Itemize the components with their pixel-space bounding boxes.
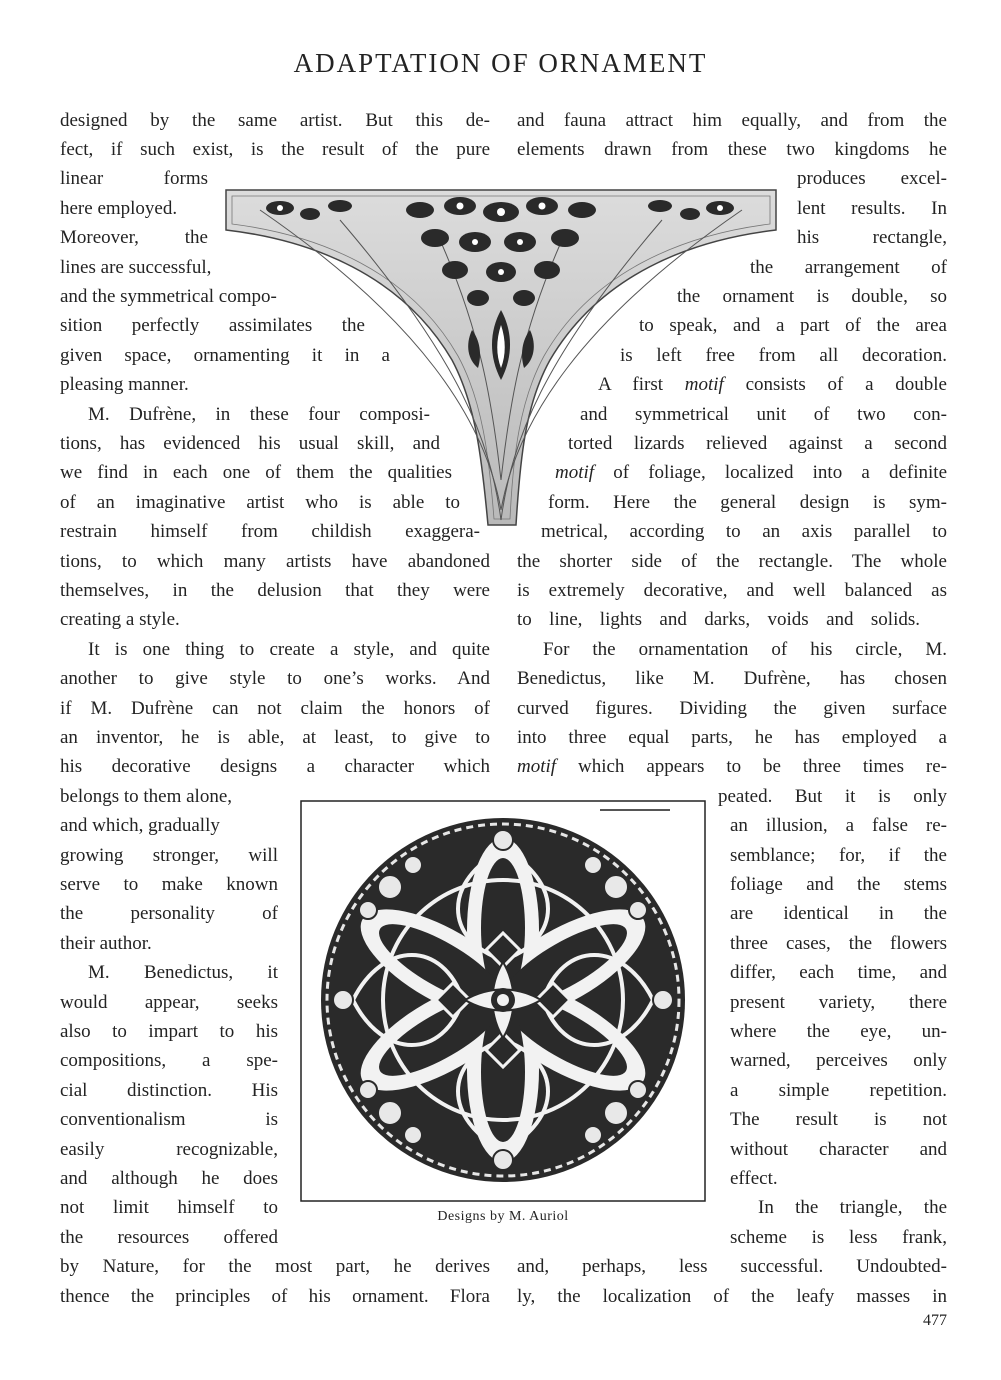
text-line: A first motif consists of a double — [598, 374, 947, 395]
text-line: the shorter side of the rectangle. The whole — [517, 551, 947, 572]
text-line: to line, lights and darks, voids and solids. — [517, 609, 920, 630]
text-line: semblance; for, if the — [730, 845, 947, 866]
text-line: belongs to them alone, — [60, 786, 233, 807]
text-line: motif of foliage, localized into a definite — [555, 462, 947, 483]
text-line: three cases, the flowers — [730, 933, 947, 954]
text-line: restrain himself from childish exaggera- — [60, 521, 480, 542]
text-line: elements drawn from these two kingdoms he — [517, 139, 947, 160]
text-line: sition perfectly assimilates the — [60, 315, 365, 336]
text-line: a simple repetition. — [730, 1080, 947, 1101]
text-line: the resources offered — [60, 1227, 278, 1248]
text-line: compositions, a spe- — [60, 1050, 278, 1071]
text-line: easily recognizable, — [60, 1139, 278, 1160]
text-line: their author. — [60, 933, 152, 954]
text-line: growing stronger, will — [60, 845, 278, 866]
text-line: creating a style. — [60, 609, 180, 630]
text-line: In the triangle, the — [758, 1197, 947, 1218]
text-line: conventionalism is — [60, 1109, 278, 1130]
text-line: if M. Dufrène can not claim the honors of — [60, 698, 490, 719]
text-line: pleasing manner. — [60, 374, 189, 395]
figure-caption: Designs by M. Auriol — [437, 1209, 569, 1224]
text-line: here employed. — [60, 198, 178, 219]
page-title: ADAPTATION OF ORNAMENT — [293, 48, 708, 78]
text-line: his decorative designs a character which — [60, 756, 490, 777]
text-line: effect. — [730, 1168, 778, 1189]
text-line: linear forms — [60, 168, 208, 189]
text-line: is left free from all decoration. — [620, 345, 947, 366]
text-line: the ornament is double, so — [677, 286, 947, 307]
text-line: metrical, according to an axis parallel to — [541, 521, 947, 542]
text-line: where the eye, un- — [730, 1021, 947, 1042]
text-line: lines are successful, — [60, 257, 212, 278]
text-line: M. Dufrène, in these four composi- — [88, 404, 430, 425]
text-line: The result is not — [730, 1109, 947, 1130]
text-line: the arrangement of — [750, 257, 947, 278]
text-line: curved figures. Dividing the given surface — [517, 698, 947, 719]
page-number: 477 — [923, 1312, 947, 1329]
text-line: and symmetrical unit of two con- — [580, 404, 947, 425]
text-line: themselves, in the delusion that they were — [60, 580, 490, 601]
text-line: and fauna attract him equally, and from the — [517, 110, 947, 131]
text-line: tions, has evidenced his usual skill, and — [60, 433, 440, 454]
text-line: into three equal parts, he has employed a — [517, 727, 947, 748]
text-line: given space, ornamenting it in a — [60, 345, 390, 366]
text-line: designed by the same artist. But this de- — [60, 110, 490, 131]
text-line: of an imaginative artist who is able to — [60, 492, 460, 513]
text-line: to speak, and a part of the area — [639, 315, 947, 336]
text-line: an inventor, he is able, at least, to give to — [60, 727, 490, 748]
text-line: also to impart to his — [60, 1021, 278, 1042]
text-line: the personality of — [60, 903, 278, 924]
text-line: and which, gradually — [60, 815, 220, 836]
text-line: by Nature, for the most part, he derives — [60, 1256, 490, 1277]
text-line: and although he does — [60, 1168, 278, 1189]
text-line: ly, the localization of the leafy masses in — [517, 1286, 947, 1307]
text-line: and, perhaps, less successful. Undoubted- — [517, 1256, 947, 1277]
text-line: torted lizards relieved against a second — [568, 433, 947, 454]
text-line: an illusion, a false re- — [730, 815, 947, 836]
text-line: and the symmetrical compo- — [60, 286, 277, 307]
text-line: would appear, seeks — [60, 992, 278, 1013]
text-line: Benedictus, like M. Dufrène, has chosen — [517, 668, 947, 689]
text-line: peated. But it is only — [718, 786, 947, 807]
circle-ornament-figure — [300, 800, 706, 1202]
text-line: his rectangle, — [797, 227, 947, 248]
text-line: fect, if such exist, is the result of the pure — [60, 139, 490, 160]
text-line: lent results. In — [797, 198, 947, 219]
text-line: without character and — [730, 1139, 947, 1160]
text-line: foliage and the stems — [730, 874, 947, 895]
text-line: another to give style to one’s works. And — [60, 668, 490, 689]
text-line: tions, to which many artists have abandoned — [60, 551, 490, 572]
text-line: is extremely decorative, and well balanced as — [517, 580, 947, 601]
circle-ornament-artwork — [300, 800, 706, 1202]
text-line: Moreover, the — [60, 227, 208, 248]
text-line: present variety, there — [730, 992, 947, 1013]
text-line: warned, perceives only — [730, 1050, 947, 1071]
text-line: scheme is less frank, — [730, 1227, 947, 1248]
text-line: not limit himself to — [60, 1197, 278, 1218]
text-line: serve to make known — [60, 874, 278, 895]
text-line: form. Here the general design is sym- — [548, 492, 947, 513]
text-line: we find in each one of them the qualities — [60, 462, 452, 483]
text-line: For the ornamentation of his circle, M. — [543, 639, 947, 660]
text-line: M. Benedictus, it — [88, 962, 278, 983]
text-line: cial distinction. His — [60, 1080, 278, 1101]
text-line: differ, each time, and — [730, 962, 947, 983]
text-line: produces excel- — [797, 168, 947, 189]
triangle-ornament-figure — [220, 180, 782, 532]
text-line: motif which appears to be three times re- — [517, 756, 947, 777]
text-line: thence the principles of his ornament. Flora — [60, 1286, 490, 1307]
text-line: are identical in the — [730, 903, 947, 924]
text-line: It is one thing to create a style, and quite — [88, 639, 490, 660]
